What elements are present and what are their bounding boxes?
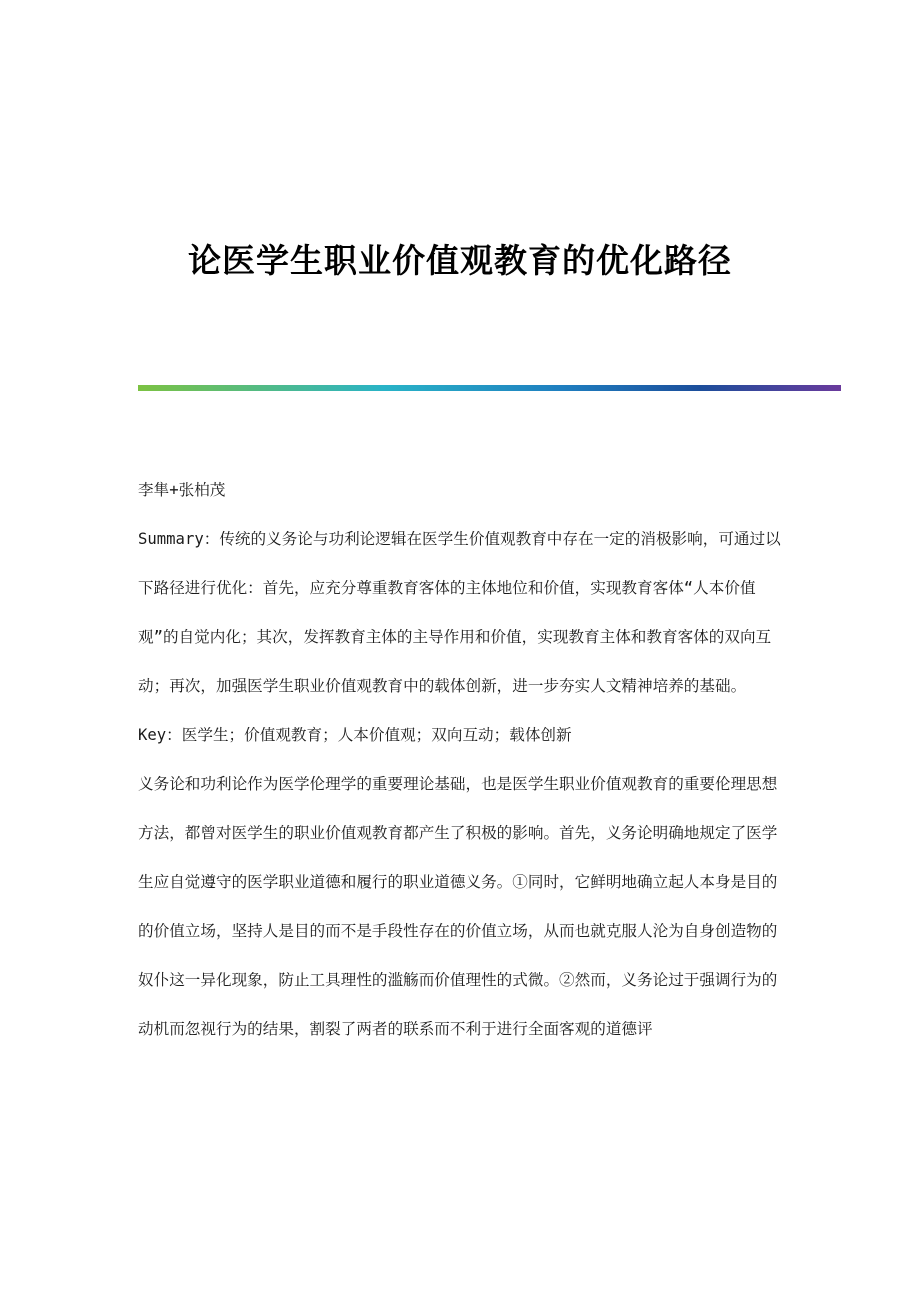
document-title: 论医学生职业价值观教育的优化路径 (188, 241, 732, 281)
keywords-line (138, 711, 788, 760)
keywords-label: Key： (138, 726, 182, 744)
title-divider (138, 385, 841, 391)
body-paragraph: 义务论和功利论作为医学伦理学的重要理论基础，也是医学生职业价值观教育的重要伦理思想方法，都曾对医学生的职业价值观教育都产生了积极的影响。首先，义务论明确地规定了医学生应自觉遵守的医学职业道德和履行的职业道德义务。①同时，它鲜明地确立起人本身是目的的价值立场，坚持人是目的而不是手段性存在的价值立场，从而也就克服人沦为自身创造物的奴仆这一异化现象，防止工具理性的滥觞而价值理性的式微。②然而，义务论过于强调行为的动机而忽视行为的结果，割裂了两者的联系而不利于进行全面客观的道德评 (138, 775, 778, 1038)
summary-text: 传统的义务论与功利论逻辑在医学生价值观教育中存在一定的消极影响，可通过以下路径进行优化：首先，应充分尊重教育客体的主体地位和价值，实现教育客体“人本价值观”的自觉内化；其次，发挥教育主体的主导作用和价值，实现教育主体和教育客体的双向互动；再次，加强医学生职业价值观教育中的载体创新，进一步夯实人文精神培养的基础。 (138, 530, 781, 695)
authors-line: 李隼+张柏茂 (138, 481, 226, 499)
document-body (138, 466, 788, 1054)
keywords-text: 医学生；价值观教育；人本价值观；双向互动；载体创新 (181, 726, 572, 744)
summary-label: Summary： (138, 530, 220, 548)
summary-paragraph (138, 515, 788, 711)
